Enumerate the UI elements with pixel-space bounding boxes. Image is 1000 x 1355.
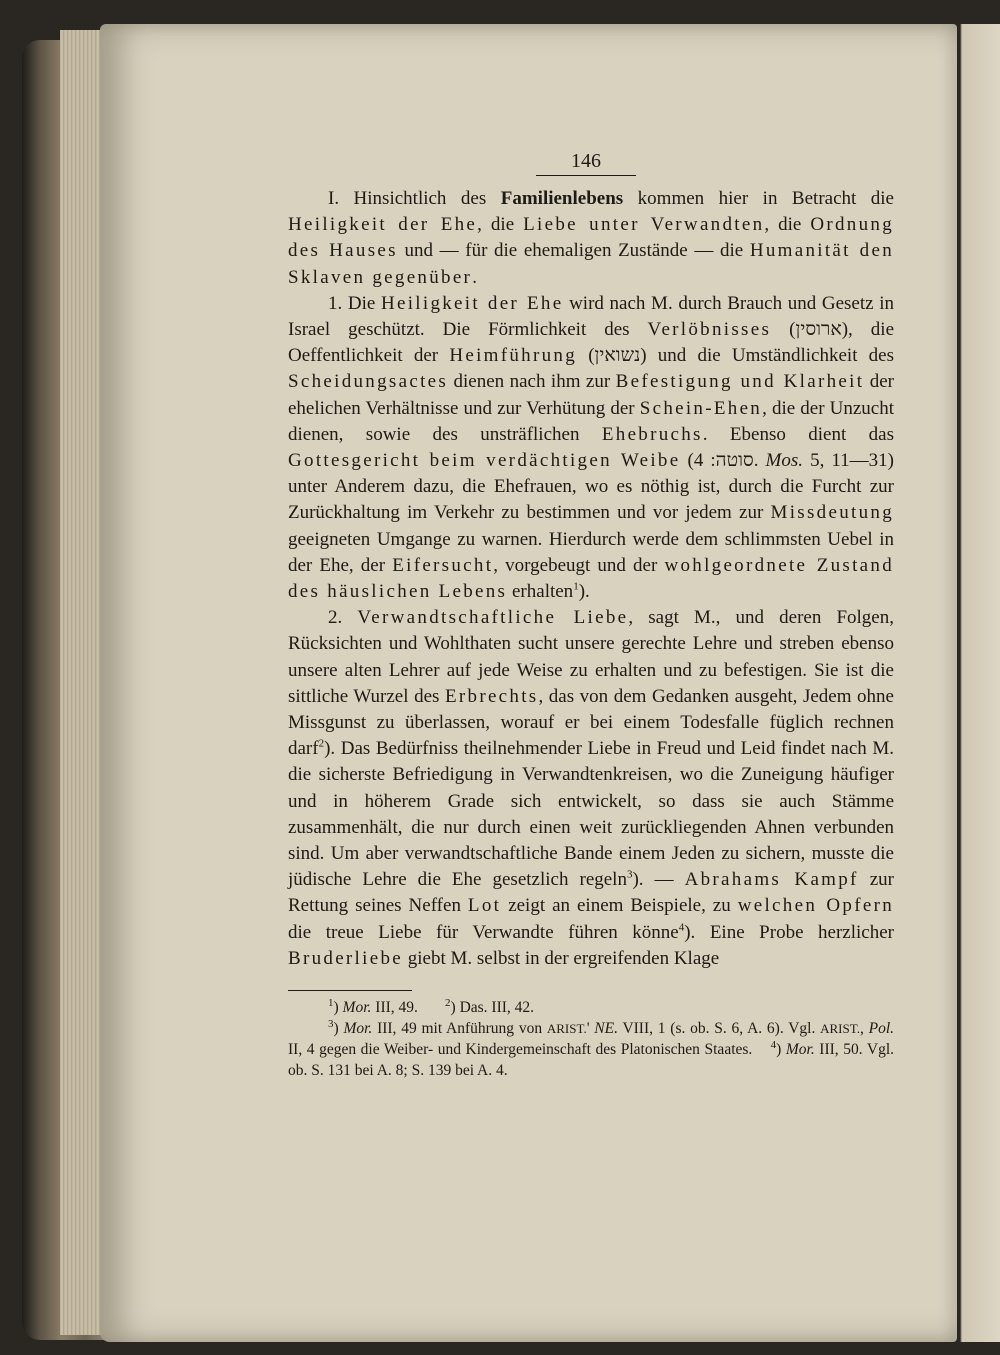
spaced-term: Lot [467,895,502,917]
spaced-term: Heiligkeit der Ehe [288,214,478,236]
spaced-term: wohlgeordnete Zustand des häuslichen Lebens [288,554,895,603]
text-run: zeigt an einem Beispiele, zu [501,895,738,917]
facing-page-edge [957,24,1000,1342]
paragraph-family-life [288,186,894,291]
spaced-term: Ordnung des Hauses [288,214,895,262]
spaced-term: Verlöbnisses [647,319,772,341]
small-caps-author: ARIST. [820,1021,860,1037]
italic-ref: Mor. [343,1020,373,1038]
spaced-term: Verwandtschaftliche Liebe [357,607,629,629]
text-run: . Ebenso dient das [702,423,894,445]
footnote-line-1-2: $^1$) Mor. III, 49. $^2$) Das. III, 42. [328,996,535,1017]
footnote-3: $^3$) Mor. III, 49 mit Anführung von ARIST.' NE. VIII, 1 (s. ob. S. 6, A. 6). Vgl. ARIST., Pol. II, 4 gegen die Weiber- und Kindergemeinschaft des Platonischen Staates. $^4$) Mor. III, 50. Vgl. ob. S. 131 bei A. 8; S. 139 bei A. 4. [288,1017,895,1080]
text-run: ). Das Bedürfniss theilnehmender Liebe in Freud und Leid findet nach M. die sicherste Befriedigung in Verwandtenkreisen, wo die Zuneigung häufiger und in höherem Grade sich entwickelt, so dass sie auch Stämme zusammenhält, die nur durch einen weit zurückliegenden Ahnen verbunden sind. Um aber verwandtschaftliche Bande einem Jeden zu sichern, musste die jüdische Lehre die Ehe gesetzlich regeln [288,738,894,891]
text-run: erhalten [507,581,574,603]
text-run: ). [578,581,590,603]
text-run: 1. Die [328,292,381,314]
footnote-divider [288,990,412,991]
text-run: dienen nach ihm zur [448,371,616,393]
footnote-ref: 3 [626,868,633,881]
spaced-term: Gottesgericht beim verdächtigen Weibe [288,450,681,472]
spaced-term: welchen Opfern [737,895,894,917]
footnote-mark: 2 [445,996,451,1009]
footnote-ref: 1 [573,580,579,593]
footnote-mark: 1 [328,996,334,1009]
spaced-term: Ehebruchs [601,423,703,445]
footnote-text: , [859,1020,869,1038]
footnote-text: II, 4 gegen die Weiber- und Kindergemeinschaft des Platonischen Staates. [288,1041,753,1059]
text-run: , sagt M., und deren Folgen, Rücksichten und Wohlthaten sucht unsere gerechte Lehre und streben ebenso unsere alten Lehrer auf jede Weise zu erhalten und zu befestigen. Sie ist die sittliche Wurzel des [288,607,894,707]
text-run: geeigneten Umgange zu warnen. Hierdurch werde dem schlimmsten Uebel in der Ehe, der [288,528,894,576]
footnote-ref: 2 [318,737,325,750]
spaced-term: Heimführung [449,345,577,367]
footnote-ref: 4 [678,921,685,934]
text-run: 2. [328,607,358,629]
text-run: ). Eine Probe herzlicher [684,921,894,943]
text-run: und — für die ehemaligen Zustände — die [397,240,750,262]
text-run: (נשואין) und die Umständlichkeit des [577,345,894,367]
small-caps-author: ARIST. [546,1021,587,1037]
text-run: , die [764,214,811,236]
footnote-mark: 4 [770,1038,777,1051]
text-run: (ארוסין), die Oeffentlichkeit der [288,319,895,367]
text-run: I. Hinsichtlich des [328,188,501,209]
text-run: (סוטה: 4. [680,450,766,472]
italic-ref: NE. [594,1020,618,1038]
text-run: 5, 11—31) unter Anderem dazu, die Ehefrauen, wo es nöthig ist, durch die Furcht zur Zurückhaltung im Verkehr zu bestimmen und vor jedem zur [288,450,895,524]
italic-ref: Mor. [785,1041,815,1059]
spaced-term: Schein-Ehen [639,397,763,419]
text-run: kommen hier in Betracht die [623,188,894,209]
footnote-text: Das. III, 42. [455,999,535,1017]
text-run: , das von dem Gedanken ausgeht, Jedem ohne Missgunst zu überlassen, worauf er bei einem Todesfalle füglich rechnen darf [288,685,894,760]
footnote-mark: 3 [328,1017,334,1030]
spaced-term: Scheidungsactes [288,371,449,393]
spaced-term: Heiligkeit der Ehe [380,292,564,314]
paragraph-marriage [288,291,894,605]
spaced-term: Erbrechts [444,685,539,707]
bold-term: Familienlebens [500,188,624,209]
spaced-term: Humanität den Sklaven gegenüber [288,240,894,288]
spaced-term: Bruderliebe [288,947,403,969]
text-run: giebt M. selbst in der ergreifenden Klage [402,947,720,969]
footnote-text: III, 50. Vgl. ob. S. 131 bei A. 8; S. 139 bei A. 4. [288,1041,895,1080]
footnote-text: ' [586,1020,595,1038]
footnote-text: III, 49. [371,999,418,1017]
text-run: die treue Liebe für Verwandte führen könne [288,921,679,943]
text-run: ). — [632,869,685,891]
italic-ref: Pol. [868,1020,895,1038]
text-run: der ehelichen Verhältnisse und zur Verhütung der [288,371,894,419]
spaced-term: Liebe unter Verwandten [523,214,765,236]
text-run: zur Rettung seines Neffen [288,869,894,917]
page-number: 146 [536,150,636,176]
page-content [288,150,894,1081]
italic-ref: Mor. [342,999,372,1017]
footnote-text: III, 49 mit Anführung von [372,1020,547,1038]
italic-ref: Mos. [765,450,804,472]
text-run: , vorgebeugt und der [493,554,665,576]
spaced-term: Missdeutung [770,502,894,524]
spaced-term: Befestigung und Klarheit [615,371,865,393]
paragraph-kinship-love [288,605,894,972]
text-run: wird nach M. durch Brauch und Gesetz in Israel geschützt. Die Förmlichkeit des [288,292,894,341]
text-run: , die [477,214,524,236]
spaced-term: Eifersucht [392,554,494,576]
spaced-term: Abrahams Kampf [684,869,859,891]
text-run: , die der Unzucht dienen, sowie des unsträflichen [288,397,894,445]
footnote-text: VIII, 1 (s. ob. S. 6, A. 6). Vgl. [617,1020,821,1038]
text-run: . [472,266,477,288]
